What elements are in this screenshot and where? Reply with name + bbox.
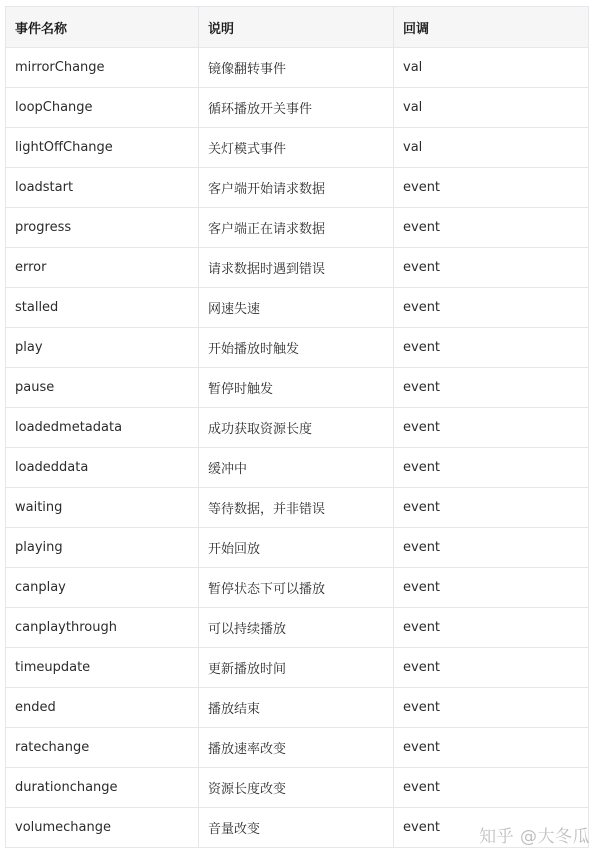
table-row	[6, 168, 589, 208]
table-header	[6, 7, 589, 48]
cell-callback: event	[394, 208, 589, 248]
table-row	[6, 488, 589, 528]
table-row	[6, 528, 589, 568]
table-row	[6, 608, 589, 648]
cell-event-name: loopChange	[6, 88, 199, 128]
cell-description: 关灯模式事件	[199, 128, 394, 168]
cell-callback: event	[394, 368, 589, 408]
cell-callback: event	[394, 648, 589, 688]
cell-description: 镜像翻转事件	[199, 48, 394, 88]
cell-callback: val	[394, 48, 589, 88]
cell-description: 缓冲中	[199, 448, 394, 488]
cell-description: 资源长度改变	[199, 768, 394, 808]
cell-event-name: loadeddata	[6, 448, 199, 488]
table-row	[6, 288, 589, 328]
cell-description: 播放速率改变	[199, 728, 394, 768]
cell-description: 客户端正在请求数据	[199, 208, 394, 248]
cell-event-name: durationchange	[6, 768, 199, 808]
table-row	[6, 568, 589, 608]
cell-event-name: canplaythrough	[6, 608, 199, 648]
table-row	[6, 88, 589, 128]
cell-callback: event	[394, 568, 589, 608]
cell-callback: event	[394, 608, 589, 648]
cell-event-name: progress	[6, 208, 199, 248]
cell-event-name: ratechange	[6, 728, 199, 768]
cell-description: 开始播放时触发	[199, 328, 394, 368]
cell-event-name: mirrorChange	[6, 48, 199, 88]
table-row	[6, 728, 589, 768]
header-description: 说明	[199, 7, 394, 48]
cell-description: 网速失速	[199, 288, 394, 328]
cell-event-name: ended	[6, 688, 199, 728]
cell-event-name: lightOffChange	[6, 128, 199, 168]
cell-callback: event	[394, 808, 589, 848]
header-event-name: 事件名称	[6, 7, 199, 48]
cell-event-name: canplay	[6, 568, 199, 608]
cell-event-name: waiting	[6, 488, 199, 528]
cell-event-name: loadedmetadata	[6, 408, 199, 448]
cell-description: 客户端开始请求数据	[199, 168, 394, 208]
cell-description: 暂停状态下可以播放	[199, 568, 394, 608]
cell-callback: val	[394, 128, 589, 168]
cell-description: 开始回放	[199, 528, 394, 568]
event-table	[5, 6, 589, 848]
cell-description: 等待数据，并非错误	[199, 488, 394, 528]
header-row	[6, 7, 589, 48]
table-row	[6, 408, 589, 448]
cell-callback: event	[394, 528, 589, 568]
table-row	[6, 48, 589, 88]
cell-callback: event	[394, 168, 589, 208]
cell-description: 循环播放开关事件	[199, 88, 394, 128]
table-row	[6, 368, 589, 408]
table-body	[6, 48, 589, 848]
cell-description: 成功获取资源长度	[199, 408, 394, 448]
cell-callback: event	[394, 248, 589, 288]
header-callback: 回调	[394, 7, 589, 48]
cell-event-name: playing	[6, 528, 199, 568]
cell-description: 播放结束	[199, 688, 394, 728]
cell-description: 请求数据时遇到错误	[199, 248, 394, 288]
cell-event-name: stalled	[6, 288, 199, 328]
cell-callback: event	[394, 448, 589, 488]
cell-callback: event	[394, 688, 589, 728]
cell-callback: event	[394, 288, 589, 328]
cell-callback: event	[394, 488, 589, 528]
cell-description: 暂停时触发	[199, 368, 394, 408]
table-row	[6, 208, 589, 248]
cell-event-name: timeupdate	[6, 648, 199, 688]
event-table-container	[5, 6, 588, 848]
cell-event-name: pause	[6, 368, 199, 408]
table-row	[6, 688, 589, 728]
table-row	[6, 248, 589, 288]
table-row	[6, 328, 589, 368]
cell-description: 更新播放时间	[199, 648, 394, 688]
cell-description: 可以持续播放	[199, 608, 394, 648]
watermark: 知乎 @大冬瓜	[479, 827, 590, 847]
cell-callback: val	[394, 88, 589, 128]
cell-description: 音量改变	[199, 808, 394, 848]
cell-event-name: play	[6, 328, 199, 368]
cell-callback: event	[394, 408, 589, 448]
table-row	[6, 648, 589, 688]
cell-callback: event	[394, 728, 589, 768]
cell-callback: event	[394, 328, 589, 368]
table-row	[6, 768, 589, 808]
table-row	[6, 128, 589, 168]
cell-event-name: volumechange	[6, 808, 199, 848]
table-row	[6, 448, 589, 488]
cell-event-name: error	[6, 248, 199, 288]
cell-callback: event	[394, 768, 589, 808]
cell-event-name: loadstart	[6, 168, 199, 208]
